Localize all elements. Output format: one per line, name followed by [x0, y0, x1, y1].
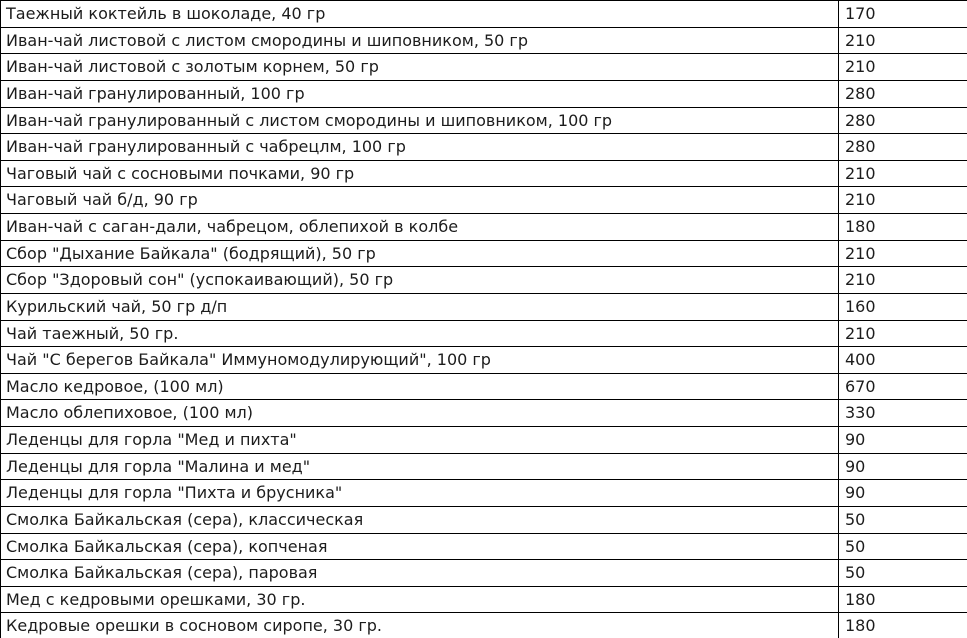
product-name-cell: Смолка Байкальская (сера), копченая [1, 533, 839, 560]
table-row [1, 320, 967, 347]
price-cell: 210 [839, 187, 967, 214]
price-cell: 330 [839, 400, 967, 427]
table-row [1, 560, 967, 587]
product-name-cell: Леденцы для горла "Пихта и брусника" [1, 480, 839, 507]
price-cell: 210 [839, 267, 967, 294]
table-row [1, 160, 967, 187]
table-row [1, 400, 967, 427]
table-row [1, 1, 967, 28]
product-name-cell: Смолка Байкальская (сера), классическая [1, 506, 839, 533]
product-name-cell: Таежный коктейль в шоколаде, 40 гр [1, 1, 839, 28]
product-name-cell: Сбор "Дыхание Байкала" (бодрящий), 50 гр [1, 240, 839, 267]
table-row [1, 27, 967, 54]
price-cell: 400 [839, 347, 967, 374]
price-list-body [1, 1, 967, 638]
table-row [1, 240, 967, 267]
table-row [1, 54, 967, 81]
product-name-cell: Иван-чай листовой с золотым корнем, 50 гр [1, 54, 839, 81]
product-name-cell: Смолка Байкальская (сера), паровая [1, 560, 839, 587]
price-cell: 280 [839, 107, 967, 134]
table-row [1, 80, 967, 107]
product-name-cell: Масло кедровое, (100 мл) [1, 373, 839, 400]
product-name-cell: Курильский чай, 50 гр д/п [1, 293, 839, 320]
product-name-cell: Мед с кедровыми орешками, 30 гр. [1, 586, 839, 613]
table-row [1, 533, 967, 560]
product-name-cell: Иван-чай листовой с листом смородины и шиповником, 50 гр [1, 27, 839, 54]
product-name-cell: Чаговый чай б/д, 90 гр [1, 187, 839, 214]
table-row [1, 187, 967, 214]
price-cell: 90 [839, 453, 967, 480]
product-name-cell: Леденцы для горла "Мед и пихта" [1, 427, 839, 454]
price-cell: 280 [839, 134, 967, 161]
price-cell: 170 [839, 1, 967, 28]
price-cell: 210 [839, 160, 967, 187]
price-cell: 50 [839, 560, 967, 587]
table-row [1, 453, 967, 480]
product-name-cell: Леденцы для горла "Малина и мед" [1, 453, 839, 480]
product-name-cell: Чай "С берегов Байкала" Иммуномодулирующий", 100 гр [1, 347, 839, 374]
price-cell: 90 [839, 480, 967, 507]
product-name-cell: Масло облепиховое, (100 мл) [1, 400, 839, 427]
table-row [1, 347, 967, 374]
price-cell: 280 [839, 80, 967, 107]
price-cell: 210 [839, 54, 967, 81]
table-row [1, 107, 967, 134]
product-name-cell: Иван-чай с саган-дали, чабрецом, облепихой в колбе [1, 214, 839, 241]
price-cell: 180 [839, 586, 967, 613]
price-cell: 210 [839, 27, 967, 54]
product-name-cell: Чай таежный, 50 гр. [1, 320, 839, 347]
table-row [1, 506, 967, 533]
price-cell: 180 [839, 613, 967, 638]
table-row [1, 586, 967, 613]
table-row [1, 427, 967, 454]
price-cell: 50 [839, 533, 967, 560]
product-name-cell: Сбор "Здоровый сон" (успокаивающий), 50 гр [1, 267, 839, 294]
product-name-cell: Кедровые орешки в сосновом сиропе, 30 гр. [1, 613, 839, 638]
price-cell: 50 [839, 506, 967, 533]
product-name-cell: Иван-чай гранулированный с листом смородины и шиповником, 100 гр [1, 107, 839, 134]
table-row [1, 373, 967, 400]
table-row [1, 267, 967, 294]
price-cell: 160 [839, 293, 967, 320]
price-cell: 210 [839, 320, 967, 347]
product-name-cell: Чаговый чай с сосновыми почками, 90 гр [1, 160, 839, 187]
table-row [1, 480, 967, 507]
table-row [1, 613, 967, 638]
table-row [1, 214, 967, 241]
price-cell: 180 [839, 214, 967, 241]
table-row [1, 134, 967, 161]
product-name-cell: Иван-чай гранулированный, 100 гр [1, 80, 839, 107]
product-name-cell: Иван-чай гранулированный с чабрецлм, 100 гр [1, 134, 839, 161]
price-cell: 210 [839, 240, 967, 267]
price-cell: 670 [839, 373, 967, 400]
table-row [1, 293, 967, 320]
price-cell: 90 [839, 427, 967, 454]
